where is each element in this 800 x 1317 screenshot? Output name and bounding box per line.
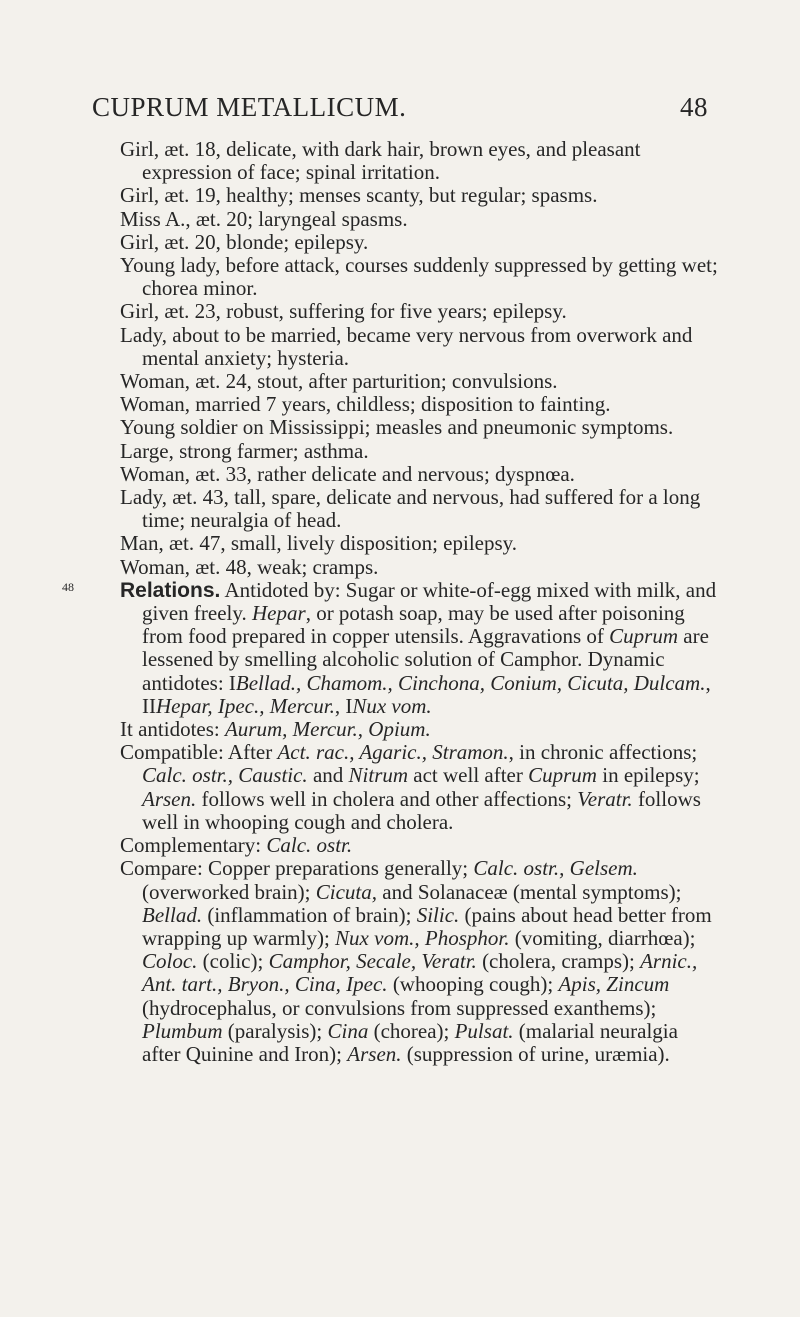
page-number: 48 xyxy=(680,92,708,122)
case-entry: Woman, æt. 33, rather delicate and nervous; dyspnœa. xyxy=(120,461,575,486)
case-entry: Woman, æt. 24, stout, after parturition; convulsions. xyxy=(120,369,558,394)
grade-mark: I xyxy=(228,670,236,695)
relations-paragraph: 48 Relations. Antidoted by: Sugar or white-of-egg mixed with milk, and given freely. Hepar, or potash soap, may be used after poisoning from food prepared in copper utensils. Aggravations of Cuprum are lessened by smelling alcoholic solution of Camphor. Dynamic antidotes: IBellad., Chamom., Cinchona, Conium, Cicuta, Dulcam., IIHepar, Ipec., Mercur., INux vom. xyxy=(62,577,717,718)
case-entry: Girl, æt. 23, robust, suffering for five years; epilepsy. xyxy=(120,299,567,324)
case-entry: Woman, æt. 48, weak; cramps. xyxy=(120,554,379,579)
case-entry: Lady, about to be married, became very nervous from overwork and mental anxiety; hysteria. xyxy=(120,322,693,370)
page-body xyxy=(62,137,720,1066)
case-entry: Girl, æt. 20, blonde; epilepsy. xyxy=(120,229,369,254)
case-entry: Woman, married 7 years, childless; disposition to fainting. xyxy=(120,392,611,417)
case-entry: Lady, æt. 43, tall, spare, delicate and nervous, had suffered for a long time; neuralgia of head. xyxy=(120,485,701,533)
case-entry: Young soldier on Mississippi; measles and pneumonic symptoms. xyxy=(120,415,674,440)
case-entry: Girl, æt. 19, healthy; menses scanty, but regular; spasms. xyxy=(120,183,598,208)
case-entry: Large, strong farmer; asthma. xyxy=(120,438,369,463)
case-entry: Man, æt. 47, small, lively disposition; epilepsy. xyxy=(120,531,518,556)
complementary-paragraph: Complementary: Calc. ostr. xyxy=(120,833,353,858)
compatible-paragraph: Compatible: After Act. rac., Agaric., Stramon., in chronic affections; Calc. ostr., Caustic. and Nitrum act well after Cuprum in epilepsy; Arsen. follows well in cholera and other affections; Veratr. follows well in whooping cough and cholera. xyxy=(120,740,701,834)
grade-mark: I xyxy=(345,693,353,718)
running-title: CUPRUM METALLICUM. xyxy=(92,92,407,122)
grade-mark: II xyxy=(142,693,156,718)
running-header xyxy=(92,92,708,123)
case-entry: Young lady, before attack, courses suddenly suppressed by getting wet; chorea minor. xyxy=(120,253,718,301)
case-entry: Girl, æt. 18, delicate, with dark hair, brown eyes, and pleasant expression of face; spinal irritation. xyxy=(120,137,641,185)
case-entry: Miss A., æt. 20; laryngeal spasms. xyxy=(120,206,408,231)
compare-paragraph: Compare: Copper preparations generally; Calc. ostr., Gelsem. (overworked brain); Cicuta, and Solanaceæ (mental symptoms); Bellad. (inflammation of brain); Silic. (pains about head better from wrapping up warmly); Nux vom., Phosphor. (vomiting, diarrhœa); Coloc. (colic); Camphor, Secale, Veratr. (cholera, cramps); Arnic., Ant. tart., Bryon., Cina, Ipec. (whooping cough); Apis, Zincum (hydrocephalus, or convulsions from suppressed exanthems); Plumbum (paralysis); Cina (chorea); Pulsat. (malarial neuralgia after Quinine and Iron); Arsen. (suppression of urine, uræmia). xyxy=(120,856,712,1066)
antidotes-paragraph: It antidotes: Aurum, Mercur., Opium. xyxy=(120,717,431,742)
relations-heading: Relations. xyxy=(120,578,221,602)
